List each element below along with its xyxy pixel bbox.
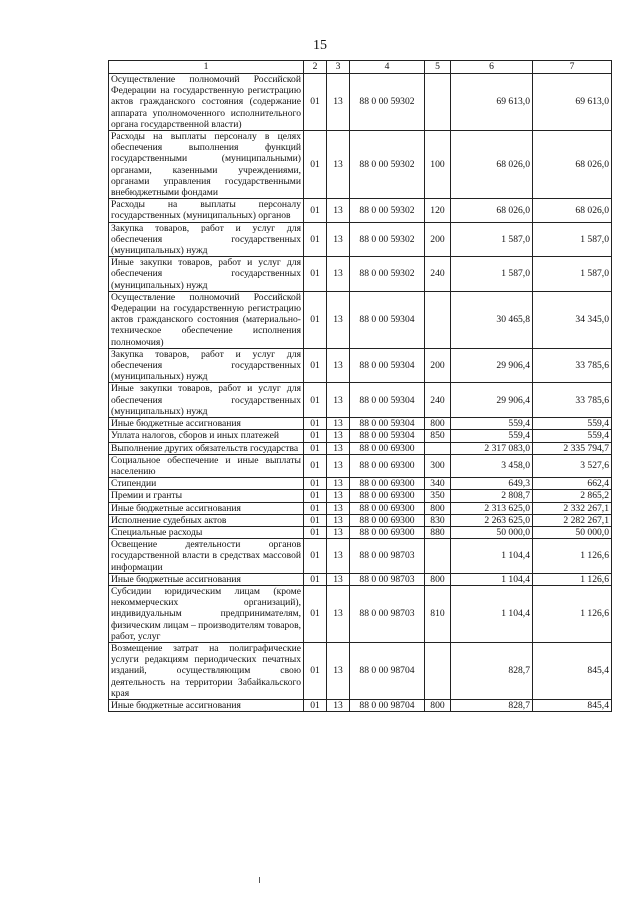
row-amount-year2: 845,4 [533, 699, 612, 711]
row-target-article: 88 0 00 69300 [350, 502, 425, 514]
table-row [109, 539, 612, 574]
table-row [109, 478, 612, 490]
table-row [109, 502, 612, 514]
table-row [109, 74, 612, 131]
table-row [109, 430, 612, 442]
row-name: Специальные расходы [109, 526, 304, 538]
row-amount-year1: 69 613,0 [451, 74, 533, 131]
row-amount-year1: 68 026,0 [451, 199, 533, 222]
row-amount-year2: 33 785,6 [533, 383, 612, 418]
row-target-article: 88 0 00 69300 [350, 514, 425, 526]
table-row [109, 490, 612, 502]
row-expense-type [425, 291, 451, 348]
row-section: 01 [304, 454, 327, 477]
row-name: Иные бюджетные ассигнования [109, 699, 304, 711]
row-name: Иные бюджетные ассигнования [109, 502, 304, 514]
row-name: Осуществление полномочий Российской Федерации на государственную регистрацию актов гражданского состояния (содержание аппарата уполномоченного исполнительного органа государственной власти) [109, 74, 304, 131]
row-expense-type [425, 74, 451, 131]
row-target-article: 88 0 00 69300 [350, 478, 425, 490]
row-subsection: 13 [327, 699, 350, 711]
row-amount-year1: 29 906,4 [451, 383, 533, 418]
row-amount-year2: 50 000,0 [533, 526, 612, 538]
row-subsection: 13 [327, 348, 350, 383]
row-section: 01 [304, 514, 327, 526]
table-row [109, 257, 612, 292]
row-amount-year1: 2 808,7 [451, 490, 533, 502]
row-amount-year2: 1 126,6 [533, 573, 612, 585]
row-subsection: 13 [327, 539, 350, 574]
row-section: 01 [304, 199, 327, 222]
row-expense-type: 300 [425, 454, 451, 477]
row-amount-year1: 2 317 083,0 [451, 442, 533, 454]
row-subsection: 13 [327, 454, 350, 477]
row-section: 01 [304, 348, 327, 383]
row-section: 01 [304, 539, 327, 574]
row-target-article: 88 0 00 59304 [350, 430, 425, 442]
row-expense-type: 200 [425, 348, 451, 383]
row-subsection: 13 [327, 222, 350, 257]
row-section: 01 [304, 699, 327, 711]
row-name: Закупка товаров, работ и услуг для обеспечения государственных (муниципальных) нужд [109, 222, 304, 257]
row-expense-type: 200 [425, 222, 451, 257]
row-amount-year1: 559,4 [451, 430, 533, 442]
row-expense-type: 800 [425, 502, 451, 514]
row-amount-year1: 3 458,0 [451, 454, 533, 477]
header-col-6: 6 [451, 61, 533, 74]
row-amount-year2: 3 527,6 [533, 454, 612, 477]
row-section: 01 [304, 291, 327, 348]
row-expense-type: 830 [425, 514, 451, 526]
row-expense-type: 800 [425, 418, 451, 430]
row-amount-year2: 845,4 [533, 642, 612, 699]
row-section: 01 [304, 478, 327, 490]
table-row [109, 383, 612, 418]
row-amount-year2: 1 126,6 [533, 585, 612, 642]
row-section: 01 [304, 573, 327, 585]
row-target-article: 88 0 00 69300 [350, 454, 425, 477]
row-expense-type: 850 [425, 430, 451, 442]
row-subsection: 13 [327, 502, 350, 514]
row-amount-year1: 1 587,0 [451, 222, 533, 257]
row-name: Премии и гранты [109, 490, 304, 502]
row-name: Иные закупки товаров, работ и услуг для обеспечения государственных (муниципальных) нужд [109, 383, 304, 418]
row-target-article: 88 0 00 98704 [350, 699, 425, 711]
row-section: 01 [304, 74, 327, 131]
row-amount-year2: 68 026,0 [533, 131, 612, 199]
row-subsection: 13 [327, 573, 350, 585]
row-name: Иные закупки товаров, работ и услуг для обеспечения государственных (муниципальных) нужд [109, 257, 304, 292]
row-target-article: 88 0 00 69300 [350, 490, 425, 502]
header-col-3: 3 [327, 61, 350, 74]
row-target-article: 88 0 00 59304 [350, 348, 425, 383]
row-amount-year2: 34 345,0 [533, 291, 612, 348]
row-subsection: 13 [327, 642, 350, 699]
row-amount-year2: 33 785,6 [533, 348, 612, 383]
table-row [109, 573, 612, 585]
row-subsection: 13 [327, 514, 350, 526]
row-name: Расходы на выплаты персоналу государственных (муниципальных) органов [109, 199, 304, 222]
row-amount-year1: 50 000,0 [451, 526, 533, 538]
row-target-article: 88 0 00 59302 [350, 74, 425, 131]
row-expense-type [425, 642, 451, 699]
row-expense-type [425, 539, 451, 574]
row-name: Иные бюджетные ассигнования [109, 573, 304, 585]
row-section: 01 [304, 131, 327, 199]
row-amount-year1: 68 026,0 [451, 131, 533, 199]
row-expense-type: 350 [425, 490, 451, 502]
row-section: 01 [304, 383, 327, 418]
row-target-article: 88 0 00 69300 [350, 526, 425, 538]
row-amount-year2: 2 332 267,1 [533, 502, 612, 514]
row-name: Выполнение других обязательств государства [109, 442, 304, 454]
header-col-5: 5 [425, 61, 451, 74]
row-subsection: 13 [327, 74, 350, 131]
row-amount-year2: 2 335 794,7 [533, 442, 612, 454]
row-amount-year1: 1 587,0 [451, 257, 533, 292]
row-subsection: 13 [327, 291, 350, 348]
table-row [109, 585, 612, 642]
table-row [109, 291, 612, 348]
row-target-article: 88 0 00 59302 [350, 257, 425, 292]
header-col-7: 7 [533, 61, 612, 74]
row-target-article: 88 0 00 59304 [350, 291, 425, 348]
row-target-article: 88 0 00 59302 [350, 199, 425, 222]
row-name: Закупка товаров, работ и услуг для обеспечения государственных (муниципальных) нужд [109, 348, 304, 383]
row-expense-type: 880 [425, 526, 451, 538]
footer-mark [259, 877, 260, 883]
row-name: Осуществление полномочий Российской Федерации на государственную регистрацию актов гражданского состояния (материально-техническое обеспечение исполнения полномочия) [109, 291, 304, 348]
row-target-article: 88 0 00 59302 [350, 222, 425, 257]
row-amount-year1: 649,3 [451, 478, 533, 490]
row-subsection: 13 [327, 585, 350, 642]
row-amount-year2: 2 282 267,1 [533, 514, 612, 526]
row-target-article: 88 0 00 98704 [350, 642, 425, 699]
row-section: 01 [304, 257, 327, 292]
row-amount-year2: 559,4 [533, 430, 612, 442]
row-subsection: 13 [327, 442, 350, 454]
budget-table [108, 60, 612, 712]
row-subsection: 13 [327, 430, 350, 442]
table-row [109, 642, 612, 699]
row-section: 01 [304, 642, 327, 699]
row-expense-type: 120 [425, 199, 451, 222]
row-section: 01 [304, 430, 327, 442]
row-target-article: 88 0 00 98703 [350, 585, 425, 642]
table-row [109, 526, 612, 538]
row-expense-type: 100 [425, 131, 451, 199]
page-number: 15 [313, 38, 327, 53]
table-row [109, 514, 612, 526]
row-name: Освещение деятельности органов государственной власти в средствах массовой информации [109, 539, 304, 574]
row-name: Расходы на выплаты персоналу в целях обеспечения выполнения функций государственными (муниципальными) органами, казенными учреждениями, органами управления государственными внебюджетными фондами [109, 131, 304, 199]
table-row [109, 454, 612, 477]
header-col-4: 4 [350, 61, 425, 74]
row-expense-type [425, 442, 451, 454]
row-section: 01 [304, 222, 327, 257]
row-subsection: 13 [327, 257, 350, 292]
row-expense-type: 800 [425, 573, 451, 585]
row-target-article: 88 0 00 59304 [350, 383, 425, 418]
row-section: 01 [304, 502, 327, 514]
row-target-article: 88 0 00 69300 [350, 442, 425, 454]
row-amount-year2: 1 587,0 [533, 257, 612, 292]
row-amount-year1: 2 313 625,0 [451, 502, 533, 514]
table-body [109, 74, 612, 712]
row-amount-year1: 1 104,4 [451, 585, 533, 642]
row-amount-year2: 559,4 [533, 418, 612, 430]
row-amount-year1: 1 104,4 [451, 573, 533, 585]
row-name: Социальное обеспечение и иные выплаты населению [109, 454, 304, 477]
row-subsection: 13 [327, 478, 350, 490]
table-header-row [109, 61, 612, 74]
row-target-article: 88 0 00 59304 [350, 418, 425, 430]
row-target-article: 88 0 00 98703 [350, 573, 425, 585]
header-col-2: 2 [304, 61, 327, 74]
row-amount-year1: 2 263 625,0 [451, 514, 533, 526]
row-name: Иные бюджетные ассигнования [109, 418, 304, 430]
row-amount-year2: 68 026,0 [533, 199, 612, 222]
row-section: 01 [304, 418, 327, 430]
row-target-article: 88 0 00 98703 [350, 539, 425, 574]
row-section: 01 [304, 442, 327, 454]
row-expense-type: 340 [425, 478, 451, 490]
row-subsection: 13 [327, 383, 350, 418]
row-name: Исполнение судебных актов [109, 514, 304, 526]
header-col-1: 1 [109, 61, 304, 74]
row-amount-year1: 29 906,4 [451, 348, 533, 383]
row-amount-year2: 69 613,0 [533, 74, 612, 131]
row-subsection: 13 [327, 490, 350, 502]
row-section: 01 [304, 490, 327, 502]
row-amount-year1: 1 104,4 [451, 539, 533, 574]
table-row [109, 222, 612, 257]
table-row [109, 348, 612, 383]
row-subsection: 13 [327, 418, 350, 430]
row-expense-type: 810 [425, 585, 451, 642]
row-amount-year1: 559,4 [451, 418, 533, 430]
row-expense-type: 240 [425, 383, 451, 418]
row-amount-year2: 662,4 [533, 478, 612, 490]
table-row [109, 131, 612, 199]
row-name: Стипендии [109, 478, 304, 490]
row-name: Возмещение затрат на полиграфические услуги редакциям периодических печатных изданий, осуществляющим свою деятельность на территории Забайкальского края [109, 642, 304, 699]
row-name: Уплата налогов, сборов и иных платежей [109, 430, 304, 442]
table-row [109, 199, 612, 222]
row-section: 01 [304, 585, 327, 642]
row-amount-year1: 30 465,8 [451, 291, 533, 348]
row-subsection: 13 [327, 131, 350, 199]
row-amount-year2: 1 126,6 [533, 539, 612, 574]
row-amount-year2: 2 865,2 [533, 490, 612, 502]
row-amount-year1: 828,7 [451, 642, 533, 699]
row-expense-type: 800 [425, 699, 451, 711]
row-section: 01 [304, 526, 327, 538]
row-subsection: 13 [327, 526, 350, 538]
row-expense-type: 240 [425, 257, 451, 292]
row-target-article: 88 0 00 59302 [350, 131, 425, 199]
row-subsection: 13 [327, 199, 350, 222]
table-row [109, 418, 612, 430]
table-row [109, 699, 612, 711]
table-row [109, 442, 612, 454]
row-amount-year1: 828,7 [451, 699, 533, 711]
row-amount-year2: 1 587,0 [533, 222, 612, 257]
row-name: Субсидии юридическим лицам (кроме некоммерческих организаций), индивидуальным предпринимателям, физическим лицам – производителям товаров, работ, услуг [109, 585, 304, 642]
